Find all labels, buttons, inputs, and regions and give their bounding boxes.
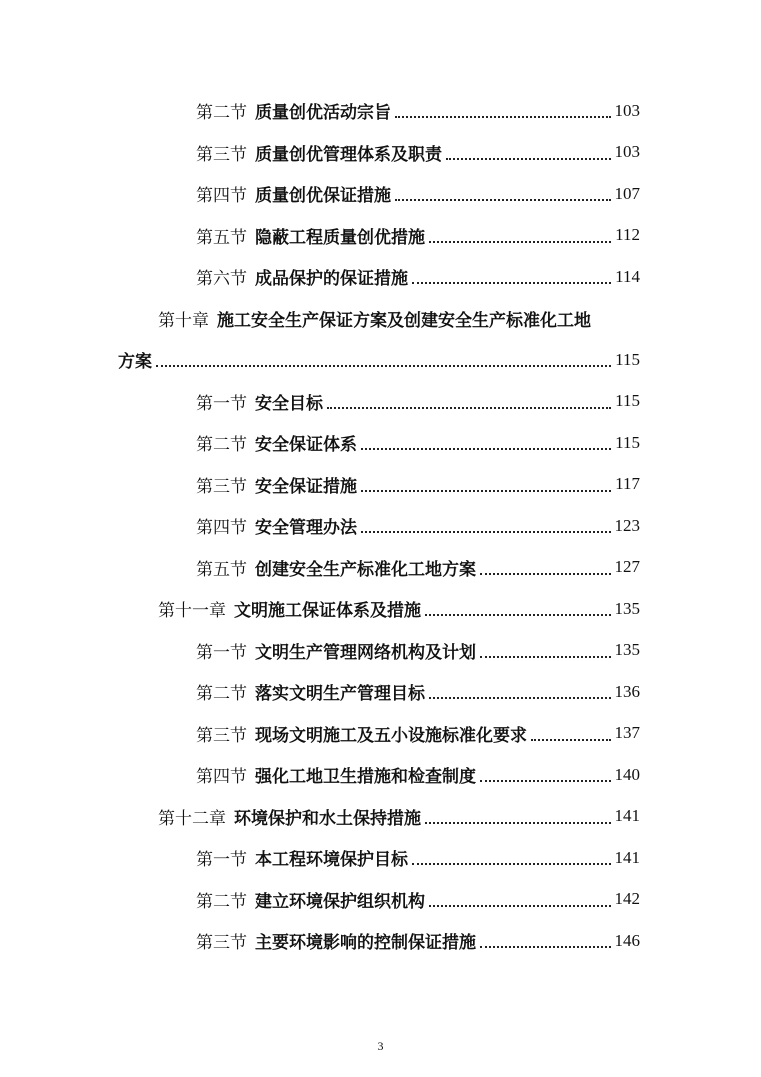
toc-entry-page: 115 [615, 349, 640, 369]
toc-entry[interactable] [0, 256, 761, 298]
toc-entry-title-continued: 方案 [118, 352, 152, 373]
toc-chapter-entry[interactable] [0, 298, 761, 340]
toc-entry[interactable] [0, 505, 761, 547]
table-of-contents [0, 90, 761, 962]
toc-leader-dots [480, 572, 611, 575]
toc-chapter-entry[interactable] [0, 796, 761, 838]
toc-leader-dots [480, 655, 611, 658]
toc-entry-title: 质量创优活动宗旨 [255, 103, 391, 124]
toc-entry-number: 第二节 [196, 103, 247, 124]
toc-entry[interactable] [0, 837, 761, 879]
toc-entry-number: 第三节 [196, 144, 247, 165]
toc-entry-number: 第十二章 [158, 808, 226, 829]
toc-entry-page: 142 [614, 889, 640, 909]
toc-entry-number: 第四节 [196, 186, 247, 207]
toc-entry-title: 强化工地卫生措施和检查制度 [255, 767, 476, 788]
toc-leader-dots [361, 530, 611, 533]
toc-leader-dots [446, 157, 611, 160]
toc-entry-title: 安全保证措施 [255, 476, 357, 497]
toc-entry-number: 第五节 [196, 559, 247, 580]
toc-entry-number: 第二节 [196, 891, 247, 912]
toc-entry-title: 文明生产管理网络机构及计划 [255, 642, 476, 663]
toc-entry-number: 第一节 [196, 393, 247, 414]
toc-leader-dots [480, 945, 611, 948]
toc-entry-page: 135 [614, 598, 640, 618]
toc-entry-number: 第十章 [158, 310, 209, 331]
toc-entry-page: 115 [615, 391, 640, 411]
toc-entry[interactable] [0, 879, 761, 921]
toc-entry-title: 创建安全生产标准化工地方案 [255, 559, 476, 580]
toc-entry-number: 第五节 [196, 227, 247, 248]
toc-entry-page: 141 [614, 806, 640, 826]
toc-leader-dots [425, 613, 611, 616]
toc-entry-number: 第四节 [196, 767, 247, 788]
toc-entry-number: 第一节 [196, 850, 247, 871]
toc-entry[interactable] [0, 754, 761, 796]
toc-entry-number: 第一节 [196, 642, 247, 663]
toc-entry-number: 第二节 [196, 435, 247, 456]
toc-chapter-entry[interactable] [0, 588, 761, 630]
toc-entry-title: 建立环境保护组织机构 [255, 891, 425, 912]
toc-leader-dots [395, 115, 611, 118]
toc-entry-page: 137 [614, 723, 640, 743]
toc-entry-title: 文明施工保证体系及措施 [234, 601, 421, 622]
toc-leader-dots [425, 821, 611, 824]
toc-entry-title: 环境保护和水土保持措施 [234, 808, 421, 829]
toc-leader-dots [429, 904, 611, 907]
toc-entry-title: 主要环境影响的控制保证措施 [255, 933, 476, 954]
toc-leader-dots [531, 738, 611, 741]
toc-leader-dots [361, 489, 611, 492]
toc-entry-title: 本工程环境保护目标 [255, 850, 408, 871]
toc-entry-title: 隐蔽工程质量创优措施 [255, 227, 425, 248]
toc-entry-title: 成品保护的保证措施 [255, 269, 408, 290]
toc-leader-dots [361, 447, 611, 450]
toc-entry-page: 103 [614, 100, 640, 120]
toc-chapter-entry-continuation[interactable] [0, 339, 761, 381]
toc-entry[interactable] [0, 132, 761, 174]
toc-entry-page: 112 [615, 225, 640, 245]
toc-entry-page: 107 [614, 183, 640, 203]
toc-entry-title: 安全管理办法 [255, 518, 357, 539]
toc-entry-number: 第二节 [196, 684, 247, 705]
toc-entry-number: 第三节 [196, 933, 247, 954]
toc-entry-title: 安全保证体系 [255, 435, 357, 456]
toc-entry-page: 135 [614, 640, 640, 660]
toc-leader-dots [429, 240, 611, 243]
toc-entry[interactable] [0, 422, 761, 464]
toc-leader-dots [412, 281, 611, 284]
toc-entry-number: 第十一章 [158, 601, 226, 622]
toc-entry[interactable] [0, 215, 761, 257]
toc-entry-number: 第三节 [196, 725, 247, 746]
toc-entry[interactable] [0, 90, 761, 132]
toc-entry-number: 第三节 [196, 476, 247, 497]
toc-entry-title: 现场文明施工及五小设施标准化要求 [255, 725, 527, 746]
toc-entry[interactable] [0, 173, 761, 215]
toc-entry-page: 141 [614, 847, 640, 867]
toc-entry-number: 第六节 [196, 269, 247, 290]
toc-leader-dots [156, 364, 611, 367]
toc-entry-title: 质量创优管理体系及职责 [255, 144, 442, 165]
toc-entry[interactable] [0, 464, 761, 506]
toc-entry[interactable] [0, 630, 761, 672]
toc-entry-page: 140 [614, 764, 640, 784]
toc-entry-number: 第四节 [196, 518, 247, 539]
toc-entry-page: 117 [615, 474, 640, 494]
toc-entry[interactable] [0, 920, 761, 962]
page-number: 3 [377, 1039, 384, 1053]
toc-entry-page: 115 [615, 432, 640, 452]
toc-entry[interactable] [0, 713, 761, 755]
toc-entry-page: 127 [614, 557, 640, 577]
toc-entry[interactable] [0, 671, 761, 713]
toc-entry-page: 136 [614, 681, 640, 701]
toc-entry-title: 质量创优保证措施 [255, 186, 391, 207]
toc-entry-page: 123 [614, 515, 640, 535]
toc-entry[interactable] [0, 381, 761, 423]
toc-entry-page: 146 [614, 930, 640, 950]
toc-leader-dots [412, 862, 611, 865]
toc-leader-dots [395, 198, 611, 201]
toc-leader-dots [480, 779, 611, 782]
toc-entry-title: 施工安全生产保证方案及创建安全生产标准化工地 [217, 310, 591, 331]
toc-entry-page: 103 [614, 142, 640, 162]
toc-entry-title: 落实文明生产管理目标 [255, 684, 425, 705]
toc-leader-dots [429, 696, 611, 699]
toc-leader-dots [327, 406, 611, 409]
toc-entry-page: 114 [615, 266, 640, 286]
toc-entry-title: 安全目标 [255, 393, 323, 414]
toc-entry[interactable] [0, 547, 761, 589]
